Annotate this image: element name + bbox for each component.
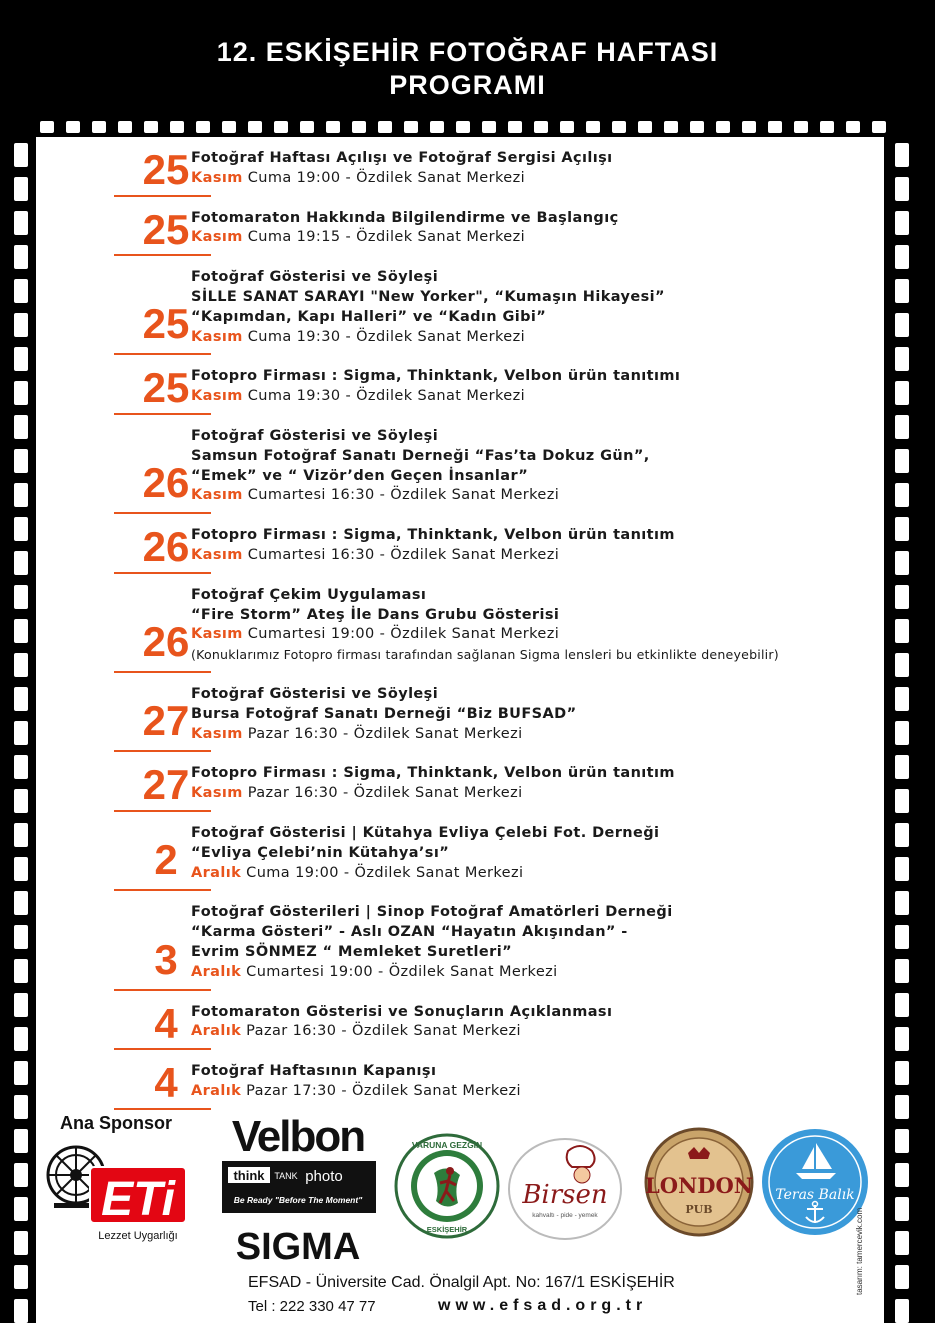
event-text: [191, 427, 891, 506]
event-datetime: [191, 1082, 891, 1102]
title-line-2: PROGRAMI: [389, 70, 546, 100]
thinktank-photo: photo: [305, 1168, 343, 1185]
film-perforations-top: [0, 121, 935, 135]
film-perforation: [14, 381, 28, 405]
film-perforation: [895, 313, 909, 337]
event-underline: [114, 750, 211, 752]
eti-tagline: Lezzet Uygarlığı: [98, 1230, 178, 1242]
event-title-line: Fotoğraf Gösterisi | Kütahya Evliya Çelebi Fot. Derneği: [191, 825, 660, 841]
event-text: [191, 586, 891, 665]
event-datetime: [191, 328, 891, 348]
event-title-line: Fotopro Firması : Sigma, Thinktank, Velbon ürün tanıtım: [191, 527, 675, 544]
thinktank-tank: TANK: [274, 1171, 298, 1181]
film-perforation: [14, 1061, 28, 1085]
event-text: [191, 903, 891, 982]
event-time-location: Pazar 16:30 - Özdilek Sanat Merkezi: [247, 725, 523, 742]
film-perforation: [14, 993, 28, 1017]
film-perforation: [612, 121, 626, 133]
event-day: 4: [154, 1059, 178, 1107]
film-perforation: [586, 121, 600, 133]
teras-wordmark: Teras Balık: [775, 1187, 855, 1203]
film-perforation: [895, 959, 909, 983]
event-time-location: Cumartesi 16:30 - Özdilek Sanat Merkezi: [247, 546, 560, 563]
event-title-line: “Karma Gösteri” - Aslı OZAN “Hayatın Akışından” -: [191, 924, 628, 941]
film-perforation: [14, 177, 28, 201]
event-month: Kasım: [191, 725, 243, 742]
film-perforation: [895, 415, 909, 439]
film-perforation: [895, 653, 909, 677]
film-perforation: [820, 121, 834, 133]
film-perforation: [895, 279, 909, 303]
film-perforation: [895, 1163, 909, 1187]
event-datetime: [191, 625, 891, 645]
event-note: (Konuklarımız Fotopro firması tarafından sağlanan Sigma lensleri bu etkinlikte deneyebilir): [191, 647, 779, 663]
film-perforation: [92, 121, 106, 133]
event-title-line: “Evliya Çelebi’nin Kütahya’sı”: [191, 844, 450, 861]
film-perforation: [895, 687, 909, 711]
event-datetime: [191, 963, 891, 983]
event-month: Kasım: [191, 169, 243, 186]
event-datetime: [191, 864, 891, 884]
event-underline: [114, 1108, 211, 1110]
event-month: Aralık: [191, 1023, 242, 1040]
film-perforation: [895, 789, 909, 813]
film-perforation: [664, 121, 678, 133]
event-day: 26: [142, 617, 190, 665]
event-datetime: [191, 486, 891, 506]
event-underline: [114, 889, 211, 891]
varuna-city: ESKİŞEHİR: [426, 1225, 468, 1234]
film-perforation: [895, 1299, 909, 1323]
film-perforation: [560, 121, 574, 133]
event-underline: [114, 810, 211, 812]
film-perforation: [895, 1197, 909, 1221]
event-time-location: Cumartesi 19:00 - Özdilek Sanat Merkezi: [246, 963, 558, 980]
event-title-line: “Kapımdan, Kapı Halleri” ve “Kadın Gibi”: [191, 308, 547, 325]
film-perforation: [14, 1265, 28, 1289]
footer-phone: Tel : 222 330 47 77: [248, 1298, 376, 1315]
thinktank-tagline: Be Ready "Before The Moment": [233, 1195, 363, 1205]
film-perforation: [196, 121, 210, 133]
event-month: Kasım: [191, 229, 243, 246]
event-month: Kasım: [191, 785, 243, 802]
event-text: [191, 1062, 891, 1102]
film-perforation: [14, 483, 28, 507]
film-perforation: [14, 313, 28, 337]
event-datetime: [191, 169, 891, 189]
film-perforation: [14, 245, 28, 269]
event-underline: [114, 671, 211, 673]
film-perforation: [144, 121, 158, 133]
event-month: Aralık: [191, 1082, 242, 1099]
event-title-line: “Emek” ve “ Vizör’den Geçen İnsanlar”: [191, 467, 529, 484]
film-perforation: [895, 891, 909, 915]
eti-wordmark: ETi: [101, 1173, 175, 1226]
event-title-line: Fotomaraton Gösterisi ve Sonuçların Açıklanması: [191, 1003, 613, 1020]
event-title-line: Fotoğraf Gösterisi ve Söyleşi: [191, 428, 439, 444]
title-line-1: 12. ESKİŞEHİR FOTOĞRAF HAFTASI: [216, 37, 719, 67]
film-perforation: [895, 1231, 909, 1255]
birsen-wordmark: Birsen: [522, 1180, 608, 1210]
event-time-location: Pazar 16:30 - Özdilek Sanat Merkezi: [246, 1023, 521, 1040]
event-text: [191, 268, 891, 347]
film-perforation: [14, 925, 28, 949]
velbon-wordmark: Velbon: [231, 1113, 365, 1161]
birsen-tagline: kahvaltı - pide - yemek: [532, 1212, 598, 1219]
event-datetime: [191, 1022, 891, 1042]
film-perforation: [895, 177, 909, 201]
film-perforation: [895, 585, 909, 609]
event-title-line: Fotoğraf Haftasının Kapanışı: [191, 1063, 437, 1080]
film-perforation: [895, 857, 909, 881]
film-perforation: [895, 721, 909, 745]
film-perforation: [14, 959, 28, 983]
birsen-logo: [506, 1133, 624, 1243]
event-day: 25: [142, 205, 190, 253]
event-title-line: Fotoğraf Gösterisi ve Söyleşi: [191, 269, 439, 286]
event-underline: [114, 353, 211, 355]
event-day: 25: [142, 364, 190, 412]
film-perforation: [352, 121, 366, 133]
event-day: 26: [142, 523, 190, 571]
film-perforation: [895, 1027, 909, 1051]
event-title-line: Fotopro Firması : Sigma, Thinktank, Velbon ürün tanıtım: [191, 765, 675, 782]
film-perforation: [14, 619, 28, 643]
film-perforation: [872, 121, 886, 133]
event-title-line: Fotoğraf Çekim Uygulaması: [191, 586, 427, 603]
film-perforation: [40, 121, 54, 133]
film-perforation: [14, 1163, 28, 1187]
film-perforation: [326, 121, 340, 133]
film-perforation: [895, 381, 909, 405]
film-perforation: [690, 121, 704, 133]
event-underline: [114, 989, 211, 991]
event-day: 26: [142, 459, 190, 507]
film-perforation: [895, 1265, 909, 1289]
event-underline: [114, 195, 211, 197]
event-time-location: Cuma 19:00 - Özdilek Sanat Merkezi: [247, 169, 526, 186]
film-perforation: [300, 121, 314, 133]
event-datetime: [191, 784, 891, 804]
film-perforation: [14, 1299, 28, 1323]
film-perforation: [14, 279, 28, 303]
film-perforation: [895, 823, 909, 847]
event-day: 4: [154, 999, 178, 1047]
event-month: Kasım: [191, 487, 243, 504]
film-perforation: [895, 347, 909, 371]
varuna-name: VARUNA GEZGİN: [411, 1140, 483, 1150]
footer-website[interactable]: www.efsad.org.tr: [438, 1297, 648, 1314]
event-text: [191, 1003, 891, 1043]
film-perforation: [895, 551, 909, 575]
event-time-location: Cumartesi 16:30 - Özdilek Sanat Merkezi: [247, 487, 560, 504]
film-perforation: [14, 415, 28, 439]
event-datetime: [191, 546, 891, 566]
event-text: [191, 764, 891, 804]
event-day: 27: [142, 761, 190, 809]
film-perforation: [768, 121, 782, 133]
event-time-location: Cuma 19:00 - Özdilek Sanat Merkezi: [246, 864, 524, 881]
film-perforation: [274, 121, 288, 133]
film-perforation: [14, 347, 28, 371]
film-perforation: [14, 891, 28, 915]
film-perforation: [14, 211, 28, 235]
film-perforation: [14, 585, 28, 609]
event-title-line: Fotopro Firması : Sigma, Thinktank, Velbon ürün tanıtımı: [191, 368, 681, 385]
event-text: [191, 685, 891, 744]
event-day: 3: [154, 935, 178, 983]
film-perforation: [14, 143, 28, 167]
film-perforation: [14, 721, 28, 745]
event-text: [191, 149, 891, 189]
film-perforation: [222, 121, 236, 133]
event-time-location: Cuma 19:30 - Özdilek Sanat Merkezi: [247, 388, 526, 405]
event-underline: [114, 572, 211, 574]
film-perforation: [14, 1129, 28, 1153]
film-perforation: [895, 483, 909, 507]
teras-balik-logo: [760, 1127, 870, 1237]
design-credit: tasarım: tamercevik.com: [855, 1207, 864, 1295]
film-perforation: [118, 121, 132, 133]
event-month: Aralık: [191, 864, 242, 881]
sigma-wordmark: SIGMA: [235, 1226, 361, 1265]
event-datetime: [191, 725, 891, 745]
varuna-gezgin-logo: [394, 1133, 500, 1239]
eti-logo: [40, 1137, 190, 1247]
film-perforation: [456, 121, 470, 133]
event-month: Kasım: [191, 626, 243, 643]
film-perforation: [534, 121, 548, 133]
event-datetime: [191, 228, 891, 248]
film-perforation: [14, 1197, 28, 1221]
film-perforation: [14, 1095, 28, 1119]
event-time-location: Cuma 19:15 - Özdilek Sanat Merkezi: [247, 229, 526, 246]
program-panel: [36, 137, 884, 1323]
event-time-location: Pazar 16:30 - Özdilek Sanat Merkezi: [247, 785, 523, 802]
film-perforation: [638, 121, 652, 133]
film-perforation: [895, 449, 909, 473]
film-perforation: [14, 789, 28, 813]
film-perforation: [895, 517, 909, 541]
film-perforation: [482, 121, 496, 133]
film-perforation: [895, 1061, 909, 1085]
film-perforation: [14, 823, 28, 847]
event-title-line: Fotoğraf Gösterisi ve Söyleşi: [191, 686, 439, 702]
film-perforation: [14, 449, 28, 473]
film-perforation: [895, 619, 909, 643]
film-perforation: [895, 755, 909, 779]
film-perforation: [14, 551, 28, 575]
film-perforation: [14, 755, 28, 779]
film-perforation: [846, 121, 860, 133]
event-title-line: Fotoğraf Gösterileri | Sinop Fotoğraf Amatörleri Derneği: [191, 904, 673, 921]
event-month: Kasım: [191, 546, 243, 563]
film-perforation: [14, 687, 28, 711]
film-perforation: [895, 245, 909, 269]
film-perforation: [14, 1231, 28, 1255]
event-title-line: Fotomaraton Hakkında Bilgilendirme ve Başlangıç: [191, 209, 619, 226]
event-month: Kasım: [191, 388, 243, 405]
footer-address: EFSAD - Üniversite Cad. Önalgil Apt. No: 167/1 ESKİŞEHİR: [248, 1274, 675, 1291]
film-perforation: [895, 211, 909, 235]
event-time-location: Cuma 19:30 - Özdilek Sanat Merkezi: [247, 328, 526, 345]
london-sub: PUB: [685, 1203, 713, 1216]
event-underline: [114, 1048, 211, 1050]
film-perforation: [508, 121, 522, 133]
film-perforation: [895, 925, 909, 949]
event-text: [191, 824, 891, 883]
page-title: [0, 36, 935, 102]
film-perforation: [794, 121, 808, 133]
velbon-thinktank-sigma-logos: [218, 1113, 378, 1265]
event-day: 27: [142, 697, 190, 745]
film-perforation: [170, 121, 184, 133]
film-perforation: [430, 121, 444, 133]
event-title-line: Evrim SÖNMEZ “ Memleket Suretleri”: [191, 943, 512, 960]
event-underline: [114, 254, 211, 256]
event-time-location: Cumartesi 19:00 - Özdilek Sanat Merkezi: [247, 626, 560, 643]
london-wordmark: LONDON: [645, 1173, 753, 1198]
event-month: Kasım: [191, 328, 243, 345]
event-underline: [114, 413, 211, 415]
film-perforation: [14, 653, 28, 677]
sponsor-label: Ana Sponsor: [60, 1113, 173, 1133]
film-perforation: [742, 121, 756, 133]
event-title-line: Samsun Fotoğraf Sanatı Derneği “Fas’ta Dokuz Gün”,: [191, 447, 650, 464]
event-day: 25: [142, 300, 190, 348]
film-perforation: [378, 121, 392, 133]
film-perforation: [66, 121, 80, 133]
film-perforation: [14, 1027, 28, 1051]
event-title-line: Bursa Fotoğraf Sanatı Derneği “Biz BUFSAD”: [191, 705, 577, 722]
event-text: [191, 367, 891, 407]
film-perforation: [716, 121, 730, 133]
film-perforation: [14, 857, 28, 881]
film-perforation: [248, 121, 262, 133]
event-title-line: SİLLE SANAT SARAYI "New Yorker", “Kumaşın Hikayesi”: [191, 288, 665, 305]
event-title-line: Fotoğraf Haftası Açılışı ve Fotoğraf Sergisi Açılışı: [191, 150, 613, 166]
thinktank-wordmark: think: [233, 1168, 265, 1183]
event-title-line: “Fire Storm” Ateş İle Dans Grubu Gösterisi: [191, 606, 560, 623]
event-month: Aralık: [191, 963, 242, 980]
event-datetime: [191, 387, 891, 407]
film-perforation: [895, 1095, 909, 1119]
film-perforation: [14, 517, 28, 541]
film-perforation: [404, 121, 418, 133]
event-day: 25: [142, 146, 190, 193]
event-day: 2: [154, 836, 178, 884]
event-time-location: Pazar 17:30 - Özdilek Sanat Merkezi: [246, 1082, 521, 1099]
event-text: [191, 526, 891, 566]
event-underline: [114, 512, 211, 514]
film-perforation: [895, 143, 909, 167]
event-text: [191, 209, 891, 249]
london-pub-logo: [644, 1127, 754, 1237]
film-perforation: [895, 993, 909, 1017]
film-perforation: [895, 1129, 909, 1153]
